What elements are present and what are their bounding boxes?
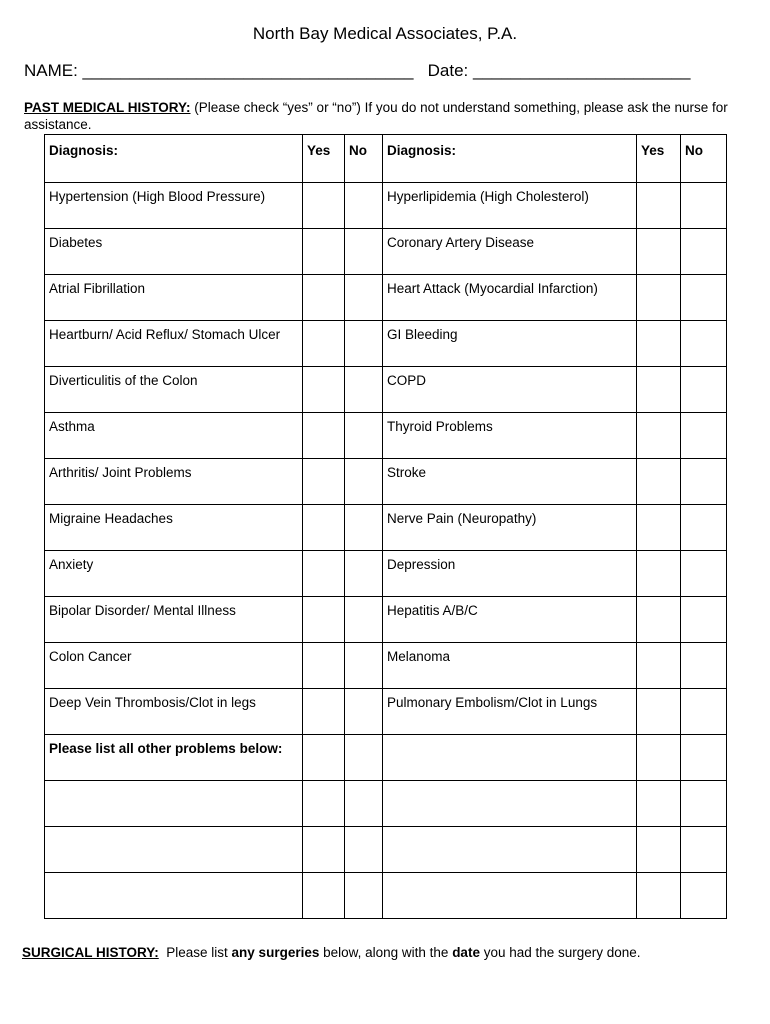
blank-cell bbox=[303, 735, 345, 781]
no-checkbox-cell[interactable] bbox=[345, 505, 383, 551]
other-problem-entry[interactable] bbox=[383, 735, 637, 781]
blank-entry-row bbox=[45, 827, 727, 873]
diagnosis-right: Pulmonary Embolism/Clot in Lungs bbox=[383, 689, 637, 735]
no-checkbox-cell[interactable] bbox=[345, 321, 383, 367]
blank-cell bbox=[637, 781, 681, 827]
table-row bbox=[45, 275, 727, 321]
no-checkbox-cell[interactable] bbox=[681, 551, 727, 597]
diagnosis-left: Diverticulitis of the Colon bbox=[45, 367, 303, 413]
other-problem-entry[interactable] bbox=[383, 781, 637, 827]
other-problem-entry[interactable] bbox=[383, 827, 637, 873]
past-medical-history-instructions bbox=[24, 99, 736, 133]
no-checkbox-cell[interactable] bbox=[681, 597, 727, 643]
diagnosis-left: Atrial Fibrillation bbox=[45, 275, 303, 321]
yes-checkbox-cell[interactable] bbox=[637, 183, 681, 229]
other-problem-entry[interactable] bbox=[45, 781, 303, 827]
yes-checkbox-cell[interactable] bbox=[637, 413, 681, 459]
diagnosis-right: Thyroid Problems bbox=[383, 413, 637, 459]
no-checkbox-cell[interactable] bbox=[345, 413, 383, 459]
no-checkbox-cell[interactable] bbox=[681, 505, 727, 551]
no-checkbox-cell[interactable] bbox=[681, 643, 727, 689]
past-medical-history-text: (Please check “yes” or “no”) If you do not understand something, please ask the nurse for assistance. bbox=[24, 100, 728, 132]
no-checkbox-cell[interactable] bbox=[345, 643, 383, 689]
yes-checkbox-cell[interactable] bbox=[303, 229, 345, 275]
diagnosis-left: Deep Vein Thrombosis/Clot in legs bbox=[45, 689, 303, 735]
other-problems-row bbox=[45, 735, 727, 781]
no-checkbox-cell[interactable] bbox=[345, 597, 383, 643]
table-row bbox=[45, 321, 727, 367]
header-yes-right: Yes bbox=[637, 135, 681, 183]
diagnosis-right: Heart Attack (Myocardial Infarction) bbox=[383, 275, 637, 321]
diagnosis-right: Coronary Artery Disease bbox=[383, 229, 637, 275]
other-problem-entry[interactable] bbox=[383, 873, 637, 919]
blank-entry-row bbox=[45, 873, 727, 919]
diagnosis-left: Bipolar Disorder/ Mental Illness bbox=[45, 597, 303, 643]
surgical-history-bold-any-surgeries: any surgeries bbox=[231, 945, 320, 960]
diagnosis-right: Melanoma bbox=[383, 643, 637, 689]
diagnosis-right: GI Bleeding bbox=[383, 321, 637, 367]
diagnosis-left: Colon Cancer bbox=[45, 643, 303, 689]
table-row bbox=[45, 551, 727, 597]
diagnosis-left: Heartburn/ Acid Reflux/ Stomach Ulcer bbox=[45, 321, 303, 367]
diagnosis-left: Diabetes bbox=[45, 229, 303, 275]
diagnosis-left: Hypertension (High Blood Pressure) bbox=[45, 183, 303, 229]
diagnosis-table bbox=[44, 134, 727, 919]
yes-checkbox-cell[interactable] bbox=[637, 367, 681, 413]
yes-checkbox-cell[interactable] bbox=[303, 505, 345, 551]
blank-cell bbox=[637, 735, 681, 781]
diagnosis-left: Arthritis/ Joint Problems bbox=[45, 459, 303, 505]
blank-cell bbox=[303, 781, 345, 827]
past-medical-history-label: PAST MEDICAL HISTORY: bbox=[24, 100, 191, 115]
table-row bbox=[45, 183, 727, 229]
no-checkbox-cell[interactable] bbox=[681, 275, 727, 321]
other-problem-entry[interactable] bbox=[45, 873, 303, 919]
yes-checkbox-cell[interactable] bbox=[637, 689, 681, 735]
blank-cell bbox=[637, 827, 681, 873]
no-checkbox-cell[interactable] bbox=[345, 367, 383, 413]
header-no-left: No bbox=[345, 135, 383, 183]
table-row bbox=[45, 229, 727, 275]
table-row bbox=[45, 643, 727, 689]
yes-checkbox-cell[interactable] bbox=[637, 551, 681, 597]
table-row bbox=[45, 689, 727, 735]
blank-cell bbox=[303, 873, 345, 919]
blank-cell bbox=[345, 873, 383, 919]
diagnosis-left: Asthma bbox=[45, 413, 303, 459]
no-checkbox-cell[interactable] bbox=[345, 229, 383, 275]
header-yes-left: Yes bbox=[303, 135, 345, 183]
yes-checkbox-cell[interactable] bbox=[303, 321, 345, 367]
yes-checkbox-cell[interactable] bbox=[637, 275, 681, 321]
table-row bbox=[45, 505, 727, 551]
diagnosis-right: Depression bbox=[383, 551, 637, 597]
yes-checkbox-cell[interactable] bbox=[637, 643, 681, 689]
diagnosis-right: Hyperlipidemia (High Cholesterol) bbox=[383, 183, 637, 229]
no-checkbox-cell[interactable] bbox=[345, 459, 383, 505]
yes-checkbox-cell[interactable] bbox=[303, 367, 345, 413]
table-header-row bbox=[45, 135, 727, 183]
yes-checkbox-cell[interactable] bbox=[303, 551, 345, 597]
surgical-history-label: SURGICAL HISTORY: bbox=[22, 945, 159, 960]
header-no-right: No bbox=[681, 135, 727, 183]
blank-cell bbox=[303, 827, 345, 873]
no-checkbox-cell[interactable] bbox=[681, 183, 727, 229]
yes-checkbox-cell[interactable] bbox=[303, 459, 345, 505]
blank-cell bbox=[681, 827, 727, 873]
yes-checkbox-cell[interactable] bbox=[303, 413, 345, 459]
surgical-history-text: you had the surgery done. bbox=[479, 945, 641, 960]
surgical-history-text: below, along with the bbox=[319, 945, 453, 960]
diagnosis-left: Anxiety bbox=[45, 551, 303, 597]
yes-checkbox-cell[interactable] bbox=[637, 321, 681, 367]
table-row bbox=[45, 597, 727, 643]
yes-checkbox-cell[interactable] bbox=[637, 459, 681, 505]
diagnosis-right: COPD bbox=[383, 367, 637, 413]
blank-cell bbox=[345, 735, 383, 781]
diagnosis-right: Hepatitis A/B/C bbox=[383, 597, 637, 643]
yes-checkbox-cell[interactable] bbox=[637, 597, 681, 643]
surgical-history-bold-date: date bbox=[452, 945, 480, 960]
diagnosis-right: Nerve Pain (Neuropathy) bbox=[383, 505, 637, 551]
page-title: North Bay Medical Associates, P.A. bbox=[252, 24, 518, 43]
other-problem-entry[interactable] bbox=[45, 827, 303, 873]
no-checkbox-cell[interactable] bbox=[681, 459, 727, 505]
no-checkbox-cell[interactable] bbox=[345, 551, 383, 597]
blank-cell bbox=[681, 735, 727, 781]
surgical-history-line bbox=[22, 945, 641, 960]
blank-cell bbox=[345, 781, 383, 827]
diagnosis-left: Migraine Headaches bbox=[45, 505, 303, 551]
no-checkbox-cell[interactable] bbox=[681, 367, 727, 413]
yes-checkbox-cell[interactable] bbox=[303, 643, 345, 689]
table-row bbox=[45, 367, 727, 413]
yes-checkbox-cell[interactable] bbox=[303, 597, 345, 643]
no-checkbox-cell[interactable] bbox=[681, 689, 727, 735]
other-problems-label: Please list all other problems below: bbox=[45, 735, 303, 781]
blank-cell bbox=[681, 873, 727, 919]
name-date-line[interactable]: NAME: ___________________________________ Date: _______________________ bbox=[24, 61, 691, 80]
yes-checkbox-cell[interactable] bbox=[303, 689, 345, 735]
blank-cell bbox=[681, 781, 727, 827]
blank-cell bbox=[345, 827, 383, 873]
header-diagnosis-right: Diagnosis: bbox=[383, 135, 637, 183]
no-checkbox-cell[interactable] bbox=[345, 689, 383, 735]
no-checkbox-cell[interactable] bbox=[681, 413, 727, 459]
yes-checkbox-cell[interactable] bbox=[303, 183, 345, 229]
header-diagnosis-left: Diagnosis: bbox=[45, 135, 303, 183]
yes-checkbox-cell[interactable] bbox=[637, 505, 681, 551]
blank-cell bbox=[637, 873, 681, 919]
yes-checkbox-cell[interactable] bbox=[637, 229, 681, 275]
no-checkbox-cell[interactable] bbox=[345, 275, 383, 321]
diagnosis-right: Stroke bbox=[383, 459, 637, 505]
blank-entry-row bbox=[45, 781, 727, 827]
yes-checkbox-cell[interactable] bbox=[303, 275, 345, 321]
no-checkbox-cell[interactable] bbox=[345, 183, 383, 229]
no-checkbox-cell[interactable] bbox=[681, 229, 727, 275]
table-row bbox=[45, 459, 727, 505]
table-row bbox=[45, 413, 727, 459]
no-checkbox-cell[interactable] bbox=[681, 321, 727, 367]
surgical-history-text: Please list bbox=[158, 945, 232, 960]
